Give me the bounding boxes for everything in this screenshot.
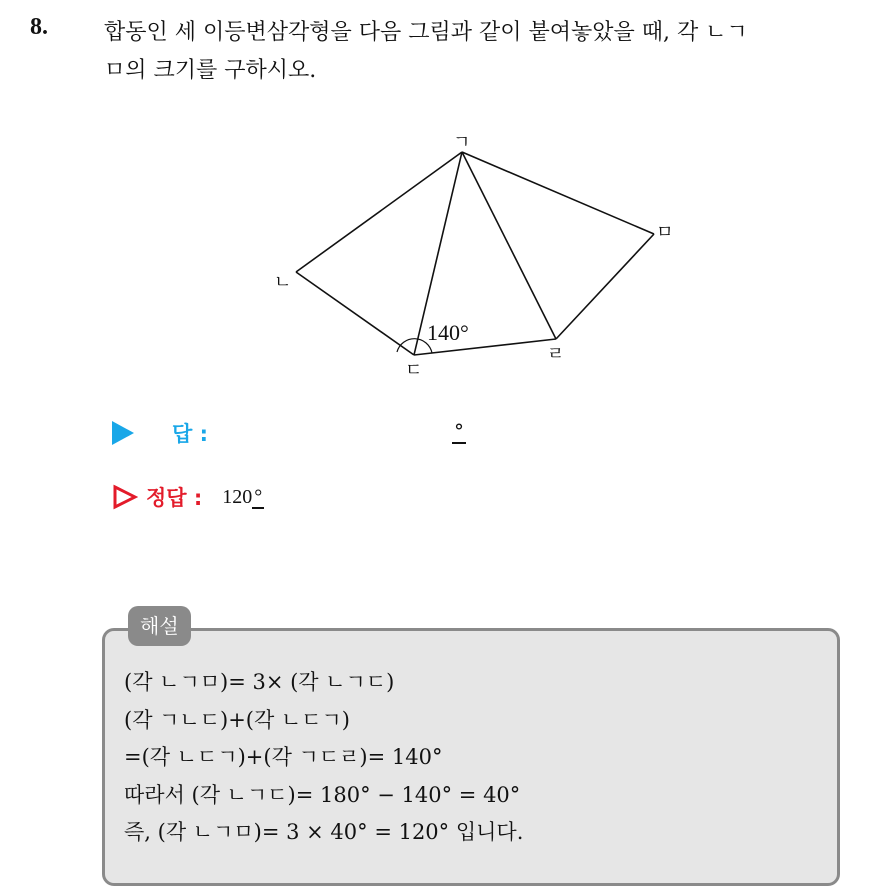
vertex-label-n: ㄴ (274, 272, 292, 293)
explanation-text (124, 664, 523, 852)
angle-label: 140° (427, 320, 469, 345)
edge-g-m (462, 152, 654, 234)
explanation-line: 따라서 (각 ㄴㄱㄷ)= 180° − 140° = 40° (124, 782, 521, 807)
solution-number: 120 (222, 485, 253, 508)
vertex-label-m: ㅁ (656, 222, 674, 243)
play-triangle-icon (112, 421, 134, 445)
explanation-line: (각 ㄴㄱㅁ)= 3× (각 ㄴㄱㄷ) (124, 670, 395, 694)
answer-row (112, 418, 208, 448)
solution-row (112, 482, 264, 512)
answer-label: 답 : (172, 422, 208, 446)
edge-r-m (556, 234, 654, 339)
vertex-label-r: ㄹ (547, 344, 565, 365)
pentagon-figure (0, 0, 884, 400)
explanation-tab: 해설 (128, 606, 191, 646)
outline-triangle-icon (112, 484, 138, 510)
question-line-1: 합동인 세 이등변삼각형을 다음 그림과 같이 붙여놓았을 때, 각 ㄴㄱ (104, 20, 748, 45)
vertex-label-d: ㄷ (405, 360, 423, 381)
solution-value (222, 486, 264, 509)
question-line-2: ㅁ의 크기를 구하시오. (104, 58, 317, 83)
solution-unit: ° (254, 485, 263, 508)
solution-label: 정답 : (146, 486, 203, 510)
question-number: 8. (30, 14, 48, 40)
explanation-line: =(각 ㄴㄷㄱ)+(각 ㄱㄷㄹ)= 140° (124, 745, 443, 769)
answer-blank[interactable]: ° (454, 419, 464, 443)
edge-g-r (462, 152, 556, 339)
edge-n-d (296, 272, 414, 355)
explanation-line: 즉, (각 ㄴㄱㅁ)= 3 × 40° = 120° 입니다. (124, 820, 524, 844)
explanation-line: (각 ㄱㄴㄷ)+(각 ㄴㄷㄱ) (124, 707, 351, 732)
vertex-label-g: ㄱ (453, 132, 471, 153)
